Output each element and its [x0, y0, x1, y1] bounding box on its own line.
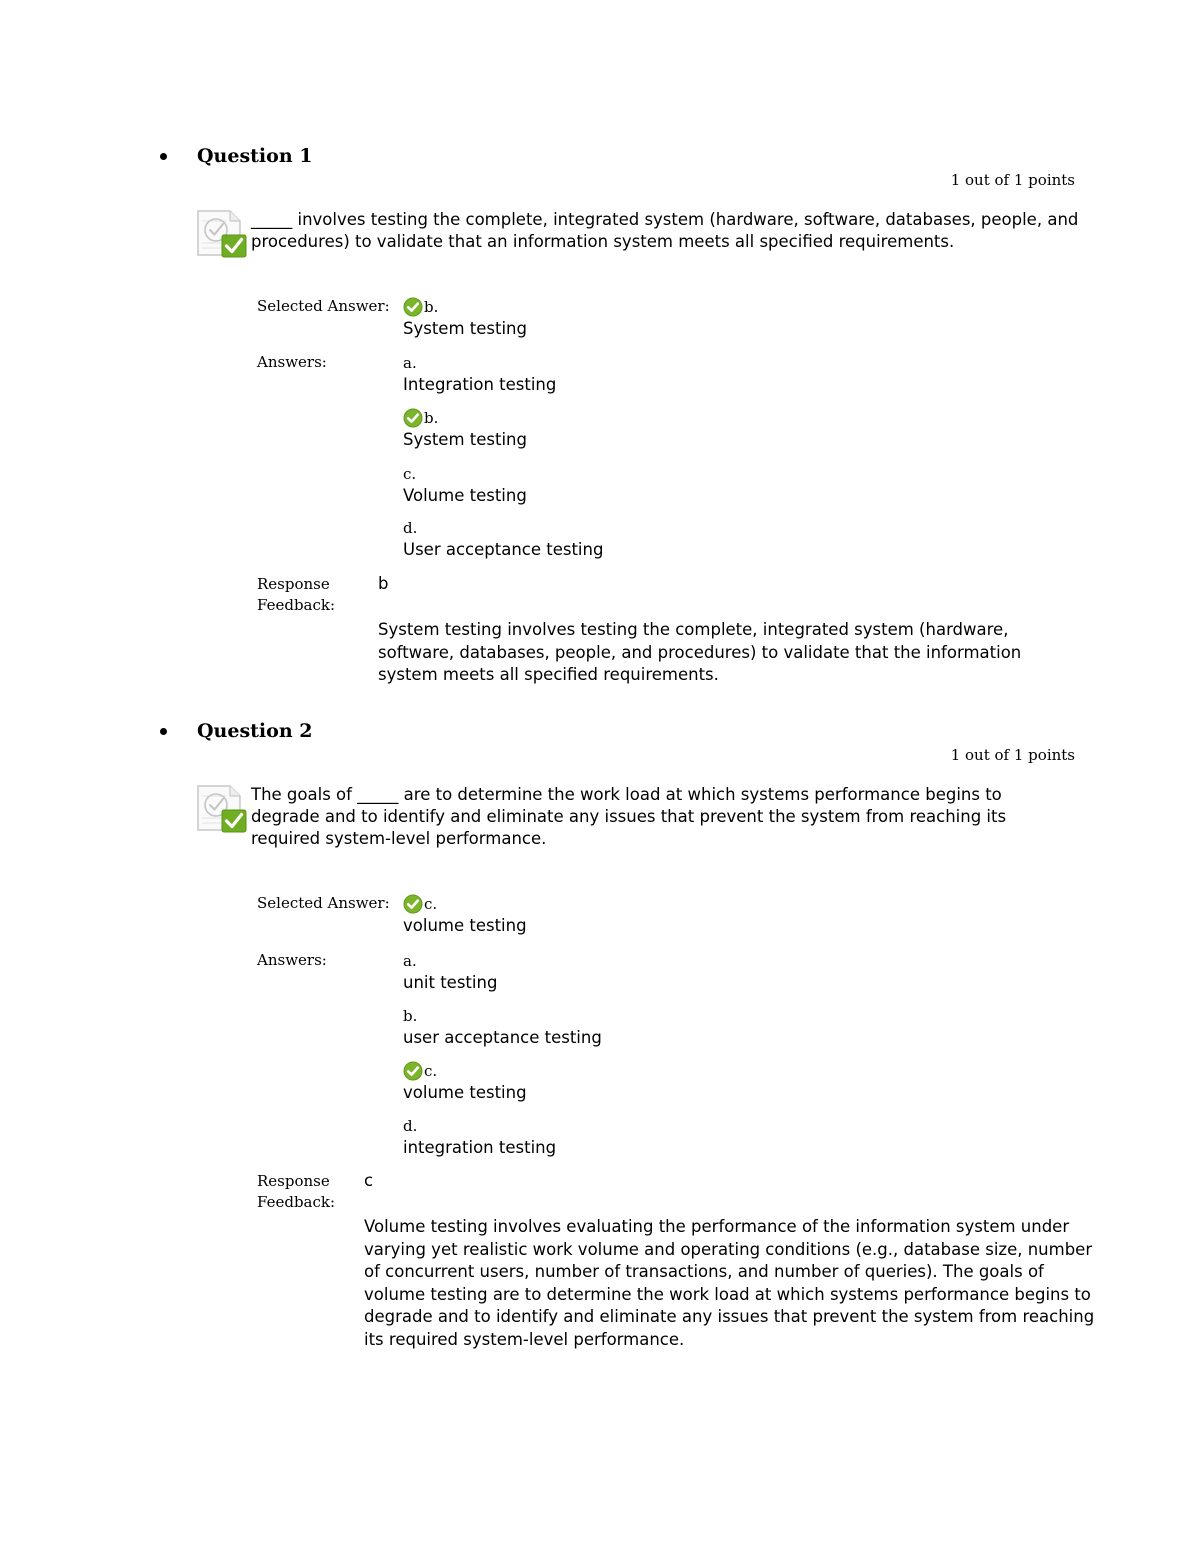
check-icon: [403, 894, 423, 914]
points-score: 1 out of 1 points: [950, 746, 1075, 764]
feedback-label-line-1: Response: [257, 575, 330, 593]
answers-label: Answers:: [257, 951, 327, 969]
answer-letter: a.: [403, 952, 417, 970]
answer-option-d: [403, 517, 603, 561]
points-score: 1 out of 1 points: [950, 171, 1075, 189]
selected-answer-label: Selected Answer:: [257, 894, 390, 912]
answer-text: Volume testing: [403, 486, 527, 505]
answer-option-a: [403, 352, 556, 396]
answers-label: Answers:: [257, 353, 327, 371]
correct-answer-icon: [196, 207, 248, 259]
response-feedback-label: [257, 1171, 335, 1213]
feedback-text: System testing involves testing the complete, integrated system (hardware, software, databases, people, and procedures) to validate that the information system meets all specified requirements.: [378, 620, 1022, 685]
bullet: [160, 153, 167, 160]
answer-text: user acceptance testing: [403, 1028, 602, 1047]
answer-letter: b.: [403, 1007, 418, 1025]
answer-option-b: [403, 407, 527, 451]
feedback-answer-letter: b: [378, 574, 389, 593]
check-icon: [403, 1061, 423, 1081]
answer-text: integration testing: [403, 1138, 557, 1157]
answer-text: volume testing: [403, 1083, 527, 1102]
answer-option-c: [403, 463, 527, 507]
selected-answer: [403, 893, 527, 937]
answer-option-a: [403, 950, 497, 994]
answer-option-b: [403, 1005, 602, 1049]
answer-text: unit testing: [403, 973, 498, 992]
answer-letter: d.: [403, 1117, 418, 1135]
answer-letter: c.: [424, 895, 438, 913]
answer-letter: b.: [424, 298, 439, 316]
selected-answer: [403, 296, 527, 340]
answer-option-d: [403, 1115, 556, 1159]
answer-text: User acceptance testing: [403, 540, 604, 559]
question-text: The goals of _____ are to determine the work load at which systems performance begins to degrade and to identify and eliminate any issues that prevent the system from reaching its required system-level performance.: [251, 785, 1007, 848]
check-icon: [403, 297, 423, 317]
selected-answer-label: Selected Answer:: [257, 297, 390, 315]
correct-answer-icon: [196, 782, 248, 834]
question-header: [160, 720, 312, 742]
feedback-label-line-1: Response: [257, 1172, 330, 1190]
question-title: Question 1: [197, 145, 313, 167]
answer-text: volume testing: [403, 916, 527, 935]
feedback-label-line-2: Feedback:: [257, 1193, 336, 1211]
feedback-text: Volume testing involves evaluating the performance of the information system under varying yet realistic work volume and operating conditions (e.g., database size, number of concurrent users, number of transactions, and number of queries). The goals of volume testing are to determine the work load at which systems performance begins to degrade and to identify and eliminate any issues that prevent the system from reaching its required system-level performance.: [364, 1217, 1095, 1349]
answer-letter: c.: [424, 1062, 438, 1080]
response-feedback-label: [257, 574, 335, 616]
answer-text: System testing: [403, 430, 527, 449]
answer-option-c: [403, 1060, 527, 1104]
answer-text: Integration testing: [403, 375, 557, 394]
feedback-label-line-2: Feedback:: [257, 596, 336, 614]
answer-letter: a.: [403, 354, 417, 372]
feedback-answer-letter: c: [364, 1171, 374, 1190]
question-title: Question 2: [197, 720, 313, 742]
answer-letter: d.: [403, 519, 418, 537]
bullet: [160, 728, 167, 735]
answer-letter: b.: [424, 409, 439, 427]
question-text: _____ involves testing the complete, integrated system (hardware, software, databases, people, and procedures) to validate that an information system meets all specified requirements.: [251, 210, 1079, 251]
answer-text: System testing: [403, 319, 527, 338]
answer-letter: c.: [403, 465, 417, 483]
check-icon: [403, 408, 423, 428]
question-header: [160, 145, 312, 167]
